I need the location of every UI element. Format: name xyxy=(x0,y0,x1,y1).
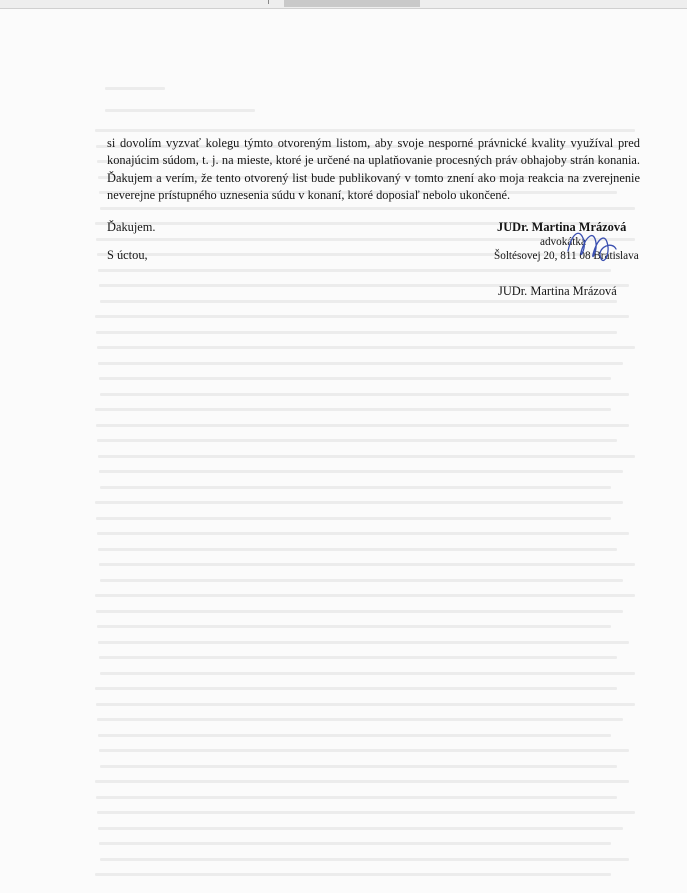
bleed-line xyxy=(99,656,617,659)
bleed-line xyxy=(98,362,623,365)
bleed-line xyxy=(96,517,611,520)
signatory-name-header: JUDr. Martina Mrázová xyxy=(497,220,627,234)
bleed-line xyxy=(100,300,617,303)
bleed-line xyxy=(96,424,629,427)
bleed-line xyxy=(95,501,623,504)
bleed-line xyxy=(98,734,611,737)
document-page xyxy=(0,9,687,893)
bleed-line xyxy=(100,672,635,675)
bleed-line xyxy=(99,749,629,752)
bleed-line xyxy=(96,796,617,799)
bleed-line xyxy=(95,408,611,411)
bleed-line xyxy=(95,129,635,132)
signatory-name-typed: JUDr. Martina Mrázová xyxy=(498,284,617,298)
scroll-indicator[interactable] xyxy=(284,0,420,7)
bleed-line xyxy=(105,87,165,90)
handwritten-signature-icon xyxy=(560,221,620,273)
closing-salutation: S úctou, xyxy=(107,248,148,262)
signatory-address: Šoltésovej 20, 811 08 Bratislava xyxy=(494,250,639,262)
letter-body-paragraph: si dovolím vyzvať kolegu týmto otvoreným listom, aby svoje nesporné právnické kvality využíval pred konajúcim súdom, t. j. na mieste, ktoré je určené na uplatňovanie procesných práv obhajoby strán konania. Ďakujem a verím, že tento otvorený list bude publikovaný v tomto znení ako moja reakcia na zverejnenie neverejne prístupného uznesenia súdu v konaní, ktoré doposiaľ nebolo ukončené. xyxy=(107,136,640,203)
bleed-line xyxy=(98,548,617,551)
bleed-line xyxy=(95,780,629,783)
bleed-line xyxy=(97,811,635,814)
bleed-line xyxy=(100,579,623,582)
bleed-line xyxy=(100,858,629,861)
bleed-line xyxy=(99,470,623,473)
bleed-line xyxy=(97,532,629,535)
bleed-line xyxy=(95,687,617,690)
bleed-line xyxy=(100,765,617,768)
bleed-line xyxy=(105,109,255,112)
bleed-line xyxy=(99,563,635,566)
bleed-line xyxy=(97,718,623,721)
bleed-line xyxy=(98,455,635,458)
bleed-line xyxy=(98,641,629,644)
bleed-line xyxy=(96,610,623,613)
bleed-line xyxy=(100,393,629,396)
bleed-line xyxy=(95,315,629,318)
bleed-line xyxy=(95,873,611,876)
bleed-line xyxy=(98,827,623,830)
bleed-line xyxy=(96,703,635,706)
ruler-tick xyxy=(268,0,269,4)
bleed-line xyxy=(95,594,635,597)
bleed-line xyxy=(97,346,635,349)
bleed-line xyxy=(99,842,611,845)
bleed-line xyxy=(97,625,611,628)
bleed-line xyxy=(100,207,635,210)
bleed-line xyxy=(99,377,611,380)
signatory-role: advokátka xyxy=(540,236,586,248)
bleed-line xyxy=(96,331,617,334)
viewer-top-bar xyxy=(0,0,687,9)
bleed-line xyxy=(98,269,611,272)
bleed-line xyxy=(97,439,617,442)
thanks-line: Ďakujem. xyxy=(107,220,156,234)
bleed-line xyxy=(100,486,611,489)
